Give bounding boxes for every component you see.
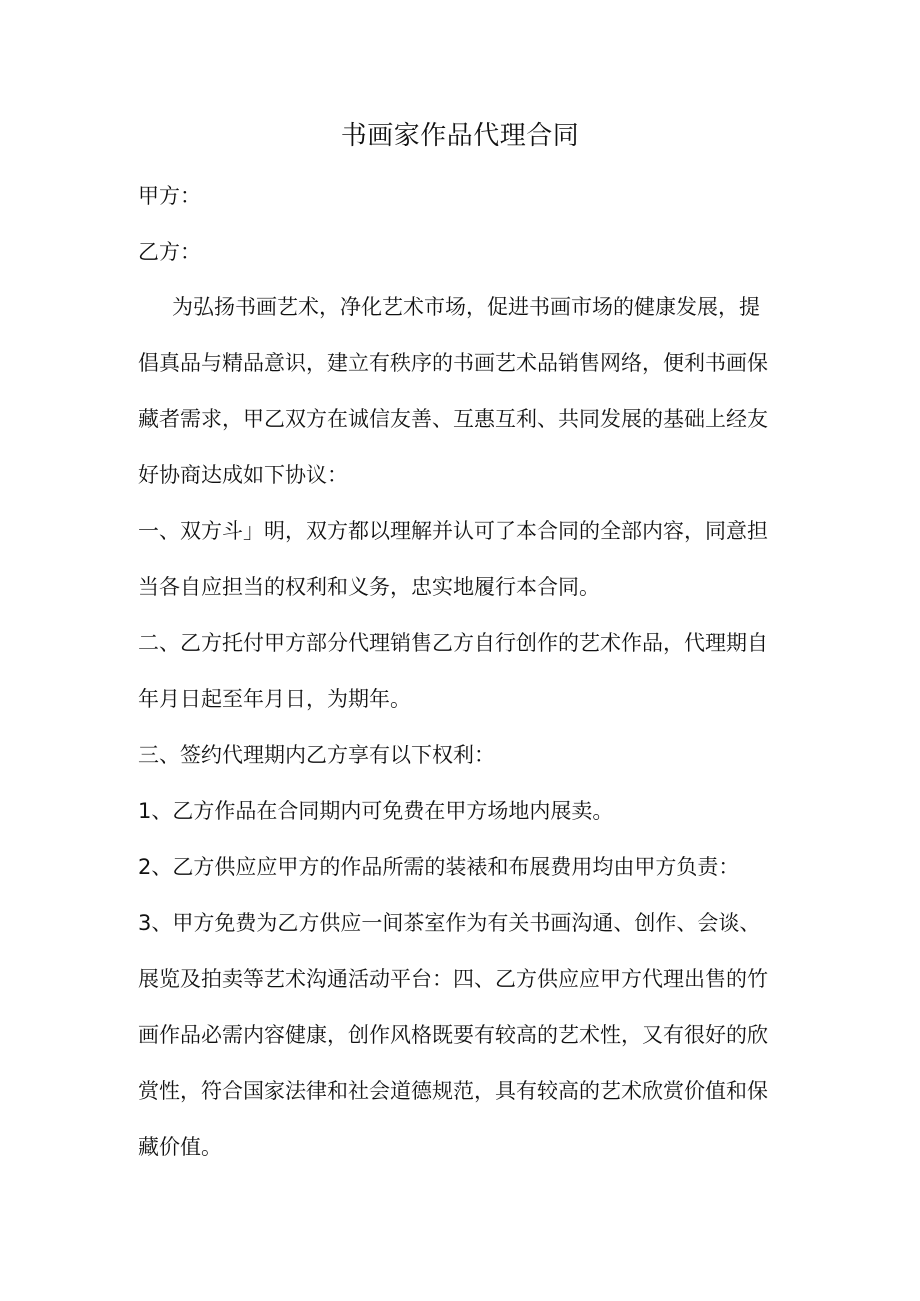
party-b-label: 乙方： bbox=[138, 240, 201, 264]
item-3-line-5: 藏价值。 bbox=[138, 1135, 222, 1159]
item-2 bbox=[138, 852, 788, 882]
item-1 bbox=[138, 796, 788, 826]
intro-line-3: 藏者需求，甲乙双方在诚信友善、互惠互利、共同发展的基础上经友 bbox=[138, 407, 768, 431]
item-3-text: 、甲方免费为乙方供应一间茶室作为有关书画沟通、创作、会谈、 bbox=[151, 911, 761, 935]
clause-1-line-2: 当各自应担当的权利和义务，忠实地履行本合同。 bbox=[138, 575, 600, 599]
party-a-label: 甲方： bbox=[138, 184, 201, 208]
clause-2-line-2: 年月日起至年月日，为期年。 bbox=[138, 687, 411, 711]
intro-line-2: 倡真品与精品意识，建立有秩序的书画艺术品销售网络，便利书画保 bbox=[138, 351, 768, 375]
item-3-number: 3 bbox=[138, 911, 152, 935]
item-3 bbox=[138, 908, 788, 938]
item-3-line-2: 展览及拍卖等艺术沟通活动平台：四、乙方供应应甲方代理出售的竹 bbox=[138, 967, 768, 991]
intro-line-4: 好协商达成如下协议： bbox=[138, 463, 348, 487]
clause-2-line-1: 二、乙方托付甲方部分代理销售乙方自行创作的艺术作品，代理期自 bbox=[138, 631, 768, 655]
clause-1-line-1: 一、双方斗」明，双方都以理解并认可了本合同的全部内容，同意担 bbox=[138, 519, 768, 543]
item-2-text: 、乙方供应应甲方的作品所需的装裱和布展费用均由甲方负责： bbox=[151, 855, 740, 879]
item-1-text: 、乙方作品在合同期内可免费在甲方场地内展卖。 bbox=[151, 799, 614, 823]
item-3-line-3: 画作品必需内容健康，创作风格既要有较高的艺术性，又有很好的欣 bbox=[138, 1023, 768, 1047]
item-2-number: 2 bbox=[138, 855, 152, 879]
item-1-number: 1 bbox=[138, 799, 152, 823]
intro-line-1: 为弘扬书画艺术，净化艺术市场，促进书画市场的健康发展，提 bbox=[172, 295, 760, 319]
document-title: 书画家作品代理合同 bbox=[340, 121, 580, 151]
item-3-line-4: 赏性，符合国家法律和社会道德规范，具有较高的艺术欣赏价值和保 bbox=[138, 1079, 768, 1103]
clause-3-heading: 三、签约代理期内乙方享有以下权利： bbox=[138, 743, 495, 767]
